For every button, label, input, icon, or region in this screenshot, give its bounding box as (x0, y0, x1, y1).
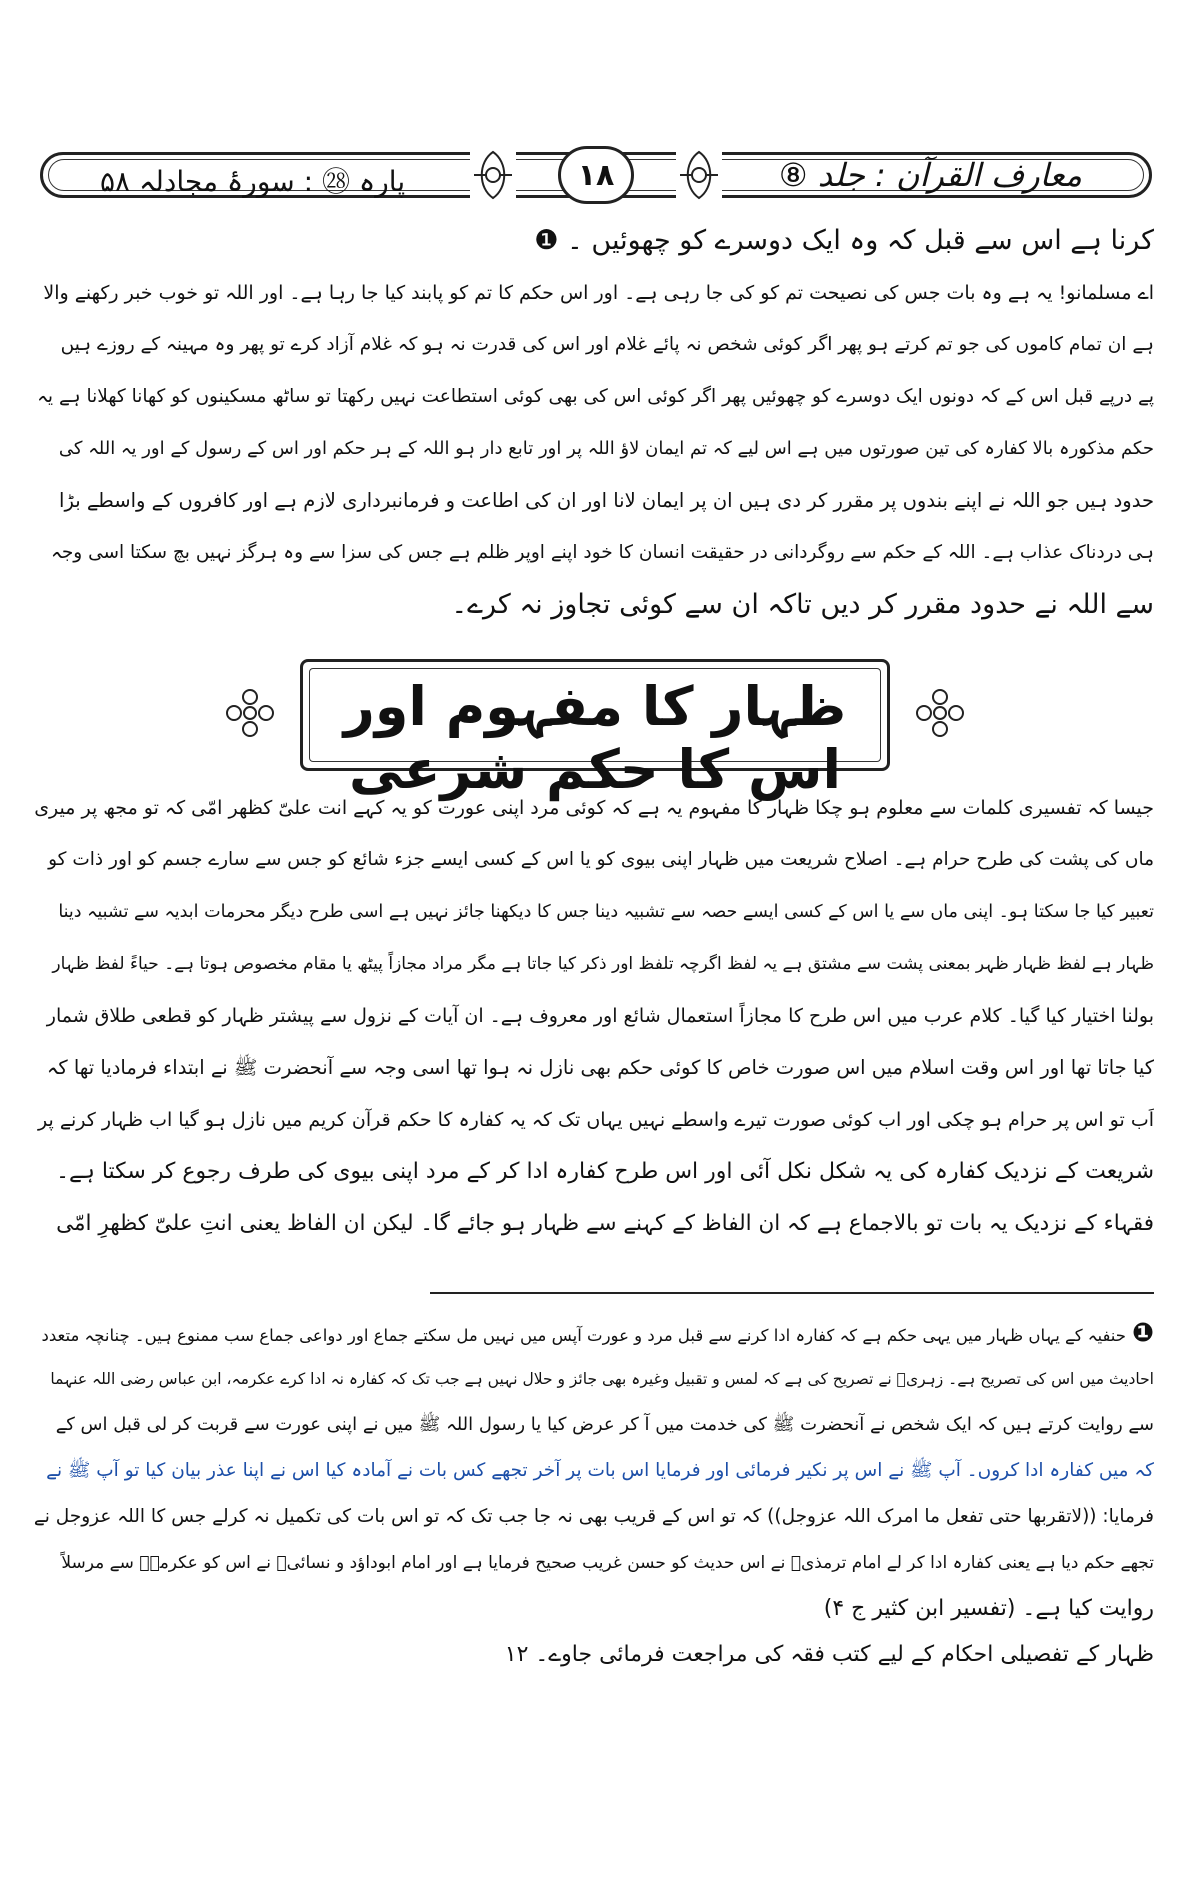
footnote-line: فرمایا: ((لاتقربھا حتی تفعل ما امرک اللہ عزوجل)) کہ تو اس کے قریب بھی نہ جا جب تک کہ تو اس بات کی تکمیل نہ کرلے جس کا اللہ عزوجل نے (34, 1506, 1154, 1527)
footnote-block (34, 1310, 1154, 1678)
header-surah-info: پارہ ㉘ : سورۂ مجادلہ ۵۸ (100, 165, 406, 198)
footnote-marker: ❶ (1131, 1318, 1154, 1348)
top-paragraph (34, 215, 1154, 631)
footnote-line: احادیث میں اس کی تصریح ہے۔ زہریؒ نے تصریح کی ہے کہ لمس و تقبیل وغیرہ بھی جائز و حلال نہیں ہے جب تک کہ کفارہ نہ ادا کرے عکرمہ، ابن عباس رضی اللہ عنہما (50, 1370, 1154, 1388)
text-line: کرنا ہے اس سے قبل کہ وہ ایک دوسرے کو چھوئیں ۔ ❶ (534, 225, 1154, 256)
text-line: جیسا کہ تفسیری کلمات سے معلوم ہو چکا ظہار کا مفہوم یہ ہے کہ کوئی مرد اپنی عورت کو یہ کہے انت علیّ کظھر امّی کہ تو مجھ پر میری (34, 797, 1154, 819)
text-line: سے اللہ نے حدود مقرر کر دیں تاکہ ان سے کوئی تجاوز نہ کرے۔ (451, 589, 1154, 620)
body-paragraph (34, 782, 1154, 1250)
flower-ornament-icon (910, 683, 970, 743)
footnote-line (34, 1310, 1154, 1356)
flower-ornament-icon (220, 683, 280, 743)
footnote-line: کہ میں کفارہ ادا کروں۔ آپ ﷺ نے اس پر نکیر فرمائی اور فرمایا اس بات پر آخر تجھے کس بات نے آمادہ کیا اس نے اپنا عذر بیان کیا تو آپ ﷺ نے (46, 1460, 1154, 1481)
section-heading: ظہار کا مفہوم اور اس کا حکم شرعی (343, 675, 847, 801)
running-header (40, 138, 1152, 218)
text-line: شریعت کے نزدیک کفارہ کی یہ شکل نکل آئی اور اس طرح کفارہ ادا کر کے مرد اپنی بیوی کی طرف رجوع کر سکتا ہے۔ (56, 1159, 1154, 1184)
section-heading-banner (220, 655, 970, 801)
footnote-text: حنفیہ کے یہاں ظہار میں یہی حکم ہے کہ کفارہ ادا کرنے سے قبل مرد و عورت آپس میں نہیں مل سکتے جماع اور دواعی جماع سب ممنوع ہیں۔ چنانچہ متعدد (41, 1326, 1126, 1345)
text-line: ہی دردناک عذاب ہے۔ اللہ کے حکم سے روگردانی در حقیقت انسان کا خود اپنے اوپر ظلم ہے جس کی سزا سے وہ ہرگز نہیں بچ سکتا اسی وجہ (51, 542, 1154, 563)
header-ornament-right-icon (676, 148, 722, 202)
footnote-line: تجھے حکم دیا ہے یعنی کفارہ ادا کر لے امام ترمذیؒ نے اس حدیث کو حسن غریب صحیح فرمایا ہے اور امام ابوداؤد و نسائیؒ نے اس کو عکرمہؓ سے مرسلاً (61, 1553, 1154, 1573)
text-line: اَب تو اس پر حرام ہو چکی اور اب کوئی صورت تیرے واسطے نہیں یہاں تک کہ یہ کفارہ کا حکم قرآن کریم میں نازل ہو گیا اب ظہار کرنے پر (38, 1109, 1154, 1131)
footnote-line: روایت کیا ہے۔ (تفسیر ابن کثیر ج ۴) (823, 1596, 1154, 1621)
text-line: بولنا اختیار کیا گیا۔ کلام عرب میں اس طرح کا مجازاً استعمال شائع اور معروف ہے۔ ان آیات کے نزول سے پیشتر ظہار کو قطعی طلاق شمار (46, 1005, 1154, 1027)
footnote-line: ظہار کے تفصیلی احکام کے لیے کتب فقہ کی مراجعت فرمائی جاوے۔ ۱۲ (504, 1642, 1154, 1667)
text-line: حدود ہیں جو اللہ نے اپنے بندوں پر مقرر کر دی ہیں ان پر ایمان لانا اور ان کی اطاعت و فرمانبرداری لازم ہے اور کافروں کے واسطے بڑا (59, 489, 1154, 512)
text-line: ماں کی پشت کی طرح حرام ہے۔ اصلاح شریعت میں ظہار اپنی بیوی کو یا اس کے کسی ایسے جزء شائع کو جس سے سارے جسم کو اور ذات کو (48, 849, 1154, 870)
footnote-line: سے روایت کرتے ہیں کہ ایک شخص نے آنحضرت ﷺ کی خدمت میں آ کر عرض کیا یا رسول اللہ ﷺ میں نے اپنی عورت سے قربت کر لی قبل اس کے (55, 1414, 1154, 1435)
text-line: ظہار ہے لفظ ظہار ظہر بمعنی پشت سے مشتق ہے یہ لفظ اگرچہ تلفظ اور ذکر کیا جاتا ہے مگر مراد مجازاً پیٹھ یا مقام مخصوص ہوتا ہے۔ حیاءً لفظ ظہار (52, 954, 1154, 974)
text-line: پے درپے قبل اس کے کہ دونوں ایک دوسرے کو چھوئیں پھر اگر کوئی اس کی بھی کوئی استطاعت نہیں رکھتا تو ساٹھ مسکینوں کو کھانا کھلانا ہے یہ (37, 386, 1154, 407)
text-line: کیا جاتا تھا اور اس وقت اسلام میں اس صورت خاص کا کوئی حکم بھی نازل نہ ہوا تھا اسی وجہ سے آنحضرت ﷺ نے ابتداء فرمادیا تھا کہ (46, 1056, 1154, 1079)
text-line: فقہاء کے نزدیک یہ بات تو بالاجماع ہے کہ ان الفاظ کے کہنے سے ظہار ہو جائے گا۔ لیکن ان الفاظ یعنی انتِ علیّ کظھرِ امّی (56, 1211, 1154, 1236)
text-line: ہے ان تمام کاموں کی جو تم کرتے ہو پھر اگر کوئی شخص نہ پائے غلام اور اس کی قدرت نہ ہو کہ غلام آزاد کرے تو پھر وہ مہینہ کے روزے ہیں (60, 334, 1154, 355)
text-line: حکم مذکورہ بالا کفارہ کی تین صورتوں میں ہے اس لیے کہ تم ایمان لاؤ اللہ پر اور تابع دار ہو اللہ کے ہر حکم اور اس کے رسول کے اور یہ اللہ کی (58, 438, 1154, 459)
text-line: تعبیر کیا جا سکتا ہو۔ اپنی ماں سے یا اس کے کسی ایسے حصہ سے تشبیہ دینا جس کا دیکھنا جائز نہیں ہے اسی طرح دیگر محرمات ابدیہ سے تشبیہ دینا (58, 902, 1154, 922)
footnote-separator (430, 1292, 1154, 1294)
header-book-title: معارف القرآن : جلد ⑧ (778, 156, 1082, 194)
text-line: اے مسلمانو! یہ ہے وہ بات جس کی نصیحت تم کو کی جا رہی ہے۔ اور اس حکم کا تم کو پابند کیا جا رہا ہے۔ اور اللہ تو خوب خبر رکھنے والا (43, 282, 1154, 304)
header-ornament-left-icon (470, 148, 516, 202)
page-number: ۱۸ (558, 146, 634, 204)
